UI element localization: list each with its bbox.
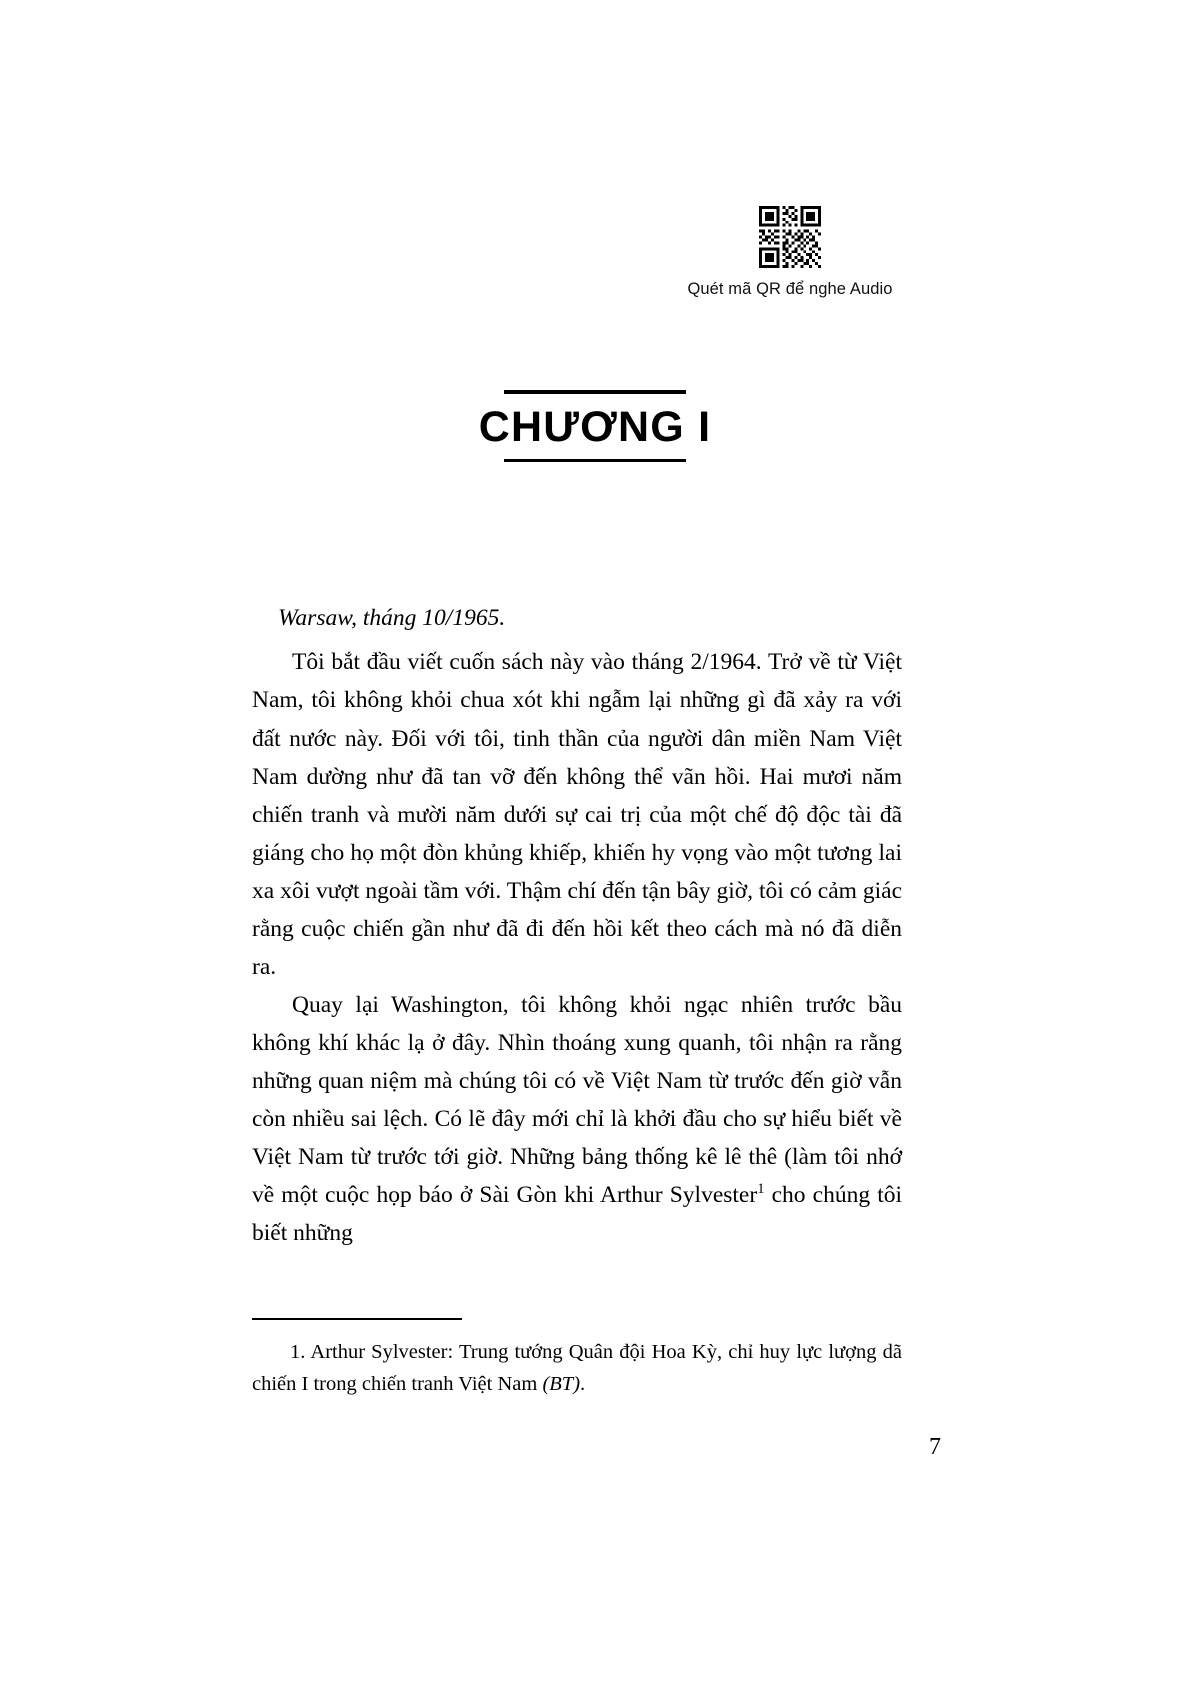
footnote-separator — [252, 1318, 462, 1320]
chapter-title: CHƯƠNG I — [478, 403, 712, 451]
qr-code-icon[interactable] — [759, 206, 821, 268]
dateline: Warsaw, tháng 10/1965. — [278, 605, 506, 631]
body-text — [252, 600, 902, 1252]
qr-audio-block — [640, 206, 940, 299]
footnote-block — [252, 1318, 902, 1400]
paragraph-2-text-before-footnote: Quay lại Washington, tôi không khỏi ngạc nhiên trước bầu không khí khác lạ ở đây. Nhìn thoáng xung quanh, tôi nhận ra rằng những quan niệm mà chúng tôi có về Việt Nam từ trước đến giờ vẫn còn nhiều sai lệch. Có lẽ đây mới chỉ là khởi đầu cho sự hiểu biết về Việt Nam từ trước tới giờ. Những bảng thống kê lê thê (làm tôi nhớ về một cuộc họp báo ở Sài Gòn khi Arthur Sylvester — [252, 991, 902, 1209]
footnote-text-main: 1. Arthur Sylvester: Trung tướng Quân đội Hoa Kỳ, chỉ huy lực lượng dã chiến I trong chiến tranh Việt Nam — [252, 1340, 902, 1395]
footnote-italic-note: (BT) — [542, 1372, 581, 1395]
paragraph-1: Tôi bắt đầu viết cuốn sách này vào tháng 2/1964. Trở về từ Việt Nam, tôi không khỏi chua xót khi ngẫm lại những gì đã xảy ra với đất nước này. Đối với tôi, tinh thần của người dân miền Nam Việt Nam dường như đã tan vỡ đến không thể vãn hồi. Hai mươi năm chiến tranh và mười năm dưới sự cai trị của một chế độ độc tài đã giáng cho họ một đòn khủng khiếp, khiến hy vọng vào một tương lai xa xôi vượt ngoài tầm với. Thậm chí đến tận bây giờ, tôi có cảm giác rằng cuộc chiến gần như đã đi đến hồi kết theo cách mà nó đã diễn ra. — [252, 649, 902, 980]
chapter-heading — [0, 390, 1190, 462]
heading-rule-bottom — [504, 459, 686, 462]
qr-caption: Quét mã QR để nghe Audio — [687, 280, 893, 298]
footnote-text — [252, 1336, 902, 1401]
paragraph-2 — [252, 986, 902, 1252]
page-number: 7 — [929, 1434, 941, 1460]
paragraph-2-text-after-footnote: cho chúng tôi biết những — [252, 1182, 902, 1247]
footnote-text-end: . — [580, 1372, 586, 1395]
footnote-marker[interactable]: 1 — [757, 1181, 765, 1198]
